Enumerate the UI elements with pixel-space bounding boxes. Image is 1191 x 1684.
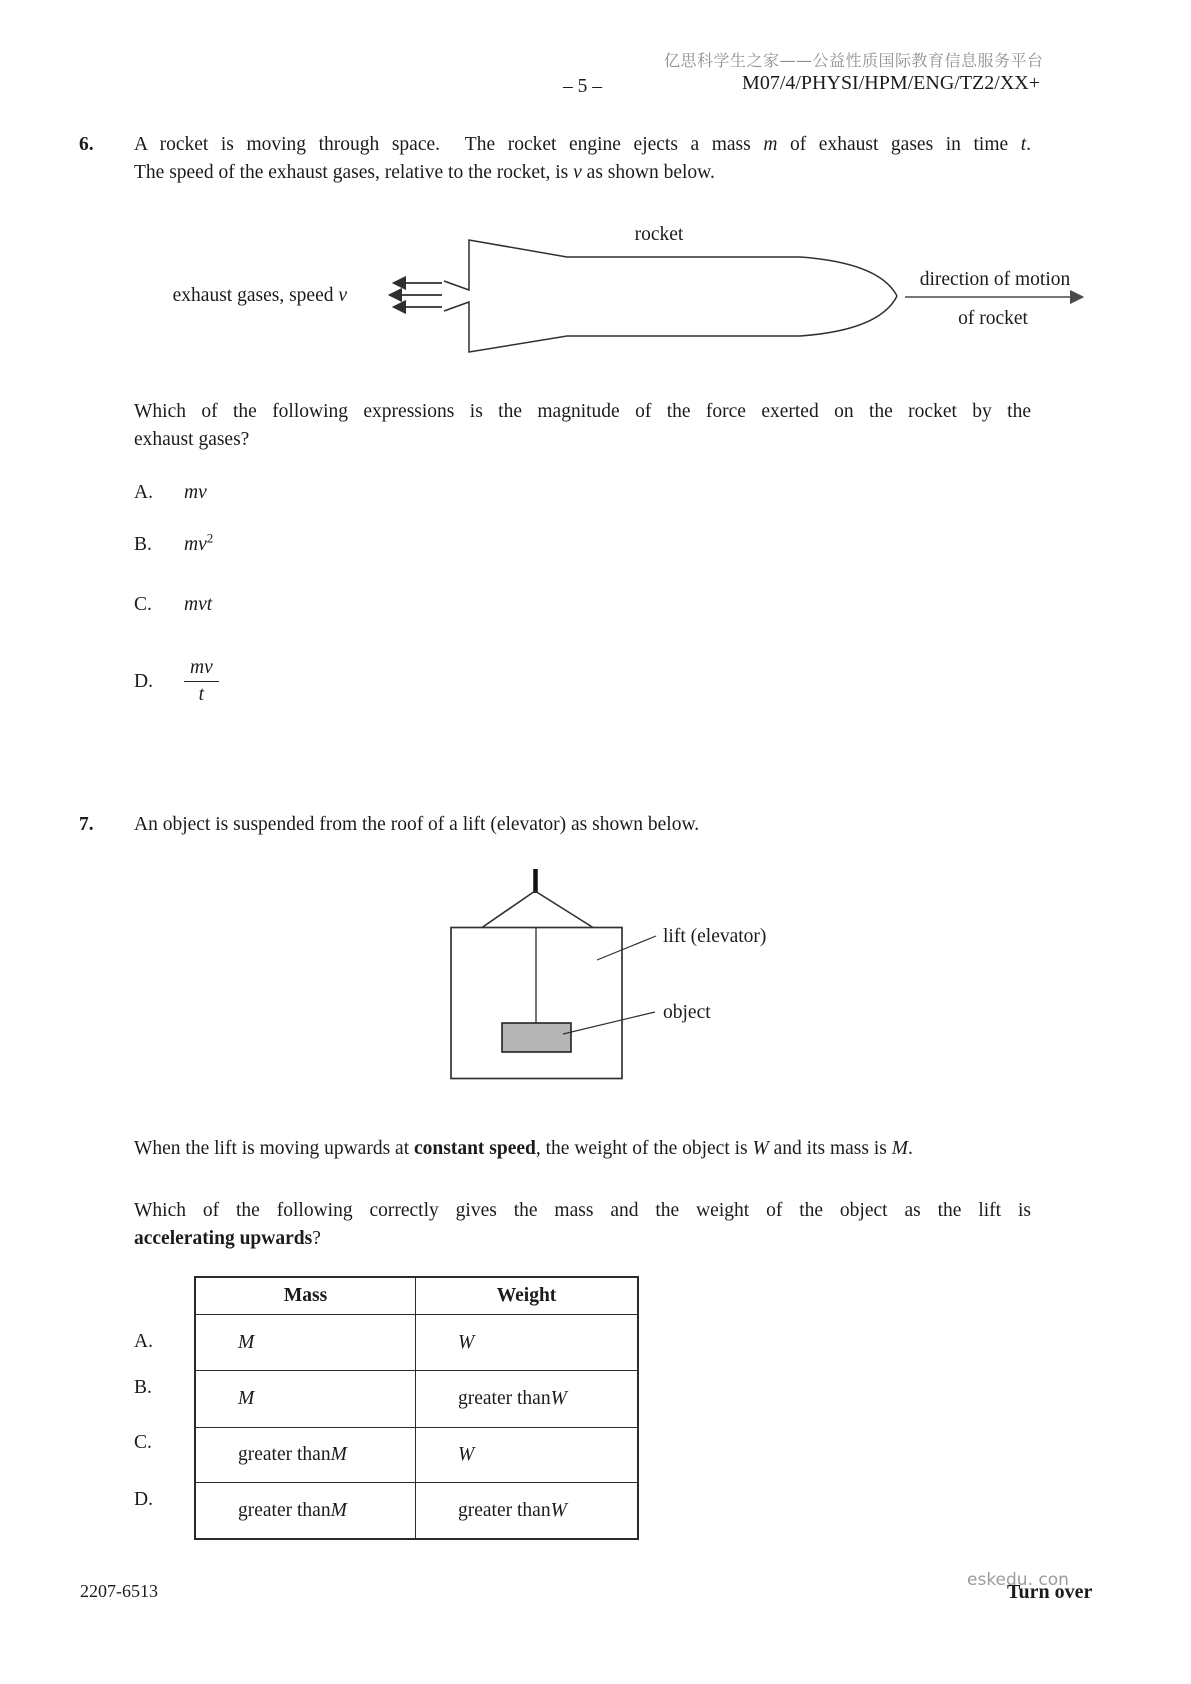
option-a-expression: mv	[184, 482, 207, 503]
question-7-prompt-line1: Which of the following correctly gives the mass and the weight of the object as the lift is	[134, 1200, 1031, 1221]
question-6-number: 6.	[79, 134, 94, 155]
question-7-prompt-line2: accelerating upwards?	[134, 1228, 321, 1249]
footer-paper-code: 2207-6513	[80, 1581, 158, 1601]
header-watermark: 亿思科学生之家——公益性质国际教育信息服务平台	[664, 51, 1044, 70]
option-c-letter: C.	[134, 594, 152, 615]
table-row-letter-d: D.	[134, 1489, 153, 1510]
table-cell-weight-b: greater than W	[415, 1370, 637, 1427]
table-cell-weight-a: W	[415, 1314, 637, 1370]
table-row-letter-a: A.	[134, 1331, 153, 1352]
question-6-stem-line2: The speed of the exhaust gases, relative to the rocket, is v as shown below.	[134, 162, 715, 183]
page-number: – 5 –	[563, 76, 602, 97]
question-7-number: 7.	[79, 814, 94, 835]
question-6-stem-line1: A rocket is moving through space. The rocket engine ejects a mass m of exhaust gases in time t.	[134, 134, 1032, 155]
table-cell-weight-c: W	[415, 1427, 637, 1482]
fraction-numerator: mv	[184, 656, 219, 682]
footer-watermark: eskedu. con	[967, 1570, 1069, 1590]
object-rect	[502, 1023, 571, 1052]
question-7-prompt	[134, 1197, 1031, 1253]
option-c-expression: mvt	[184, 594, 213, 615]
table-cell-mass-d: greater than M	[196, 1482, 415, 1538]
q7-statement	[134, 1135, 1031, 1163]
table-cell-mass-a: M	[196, 1314, 415, 1370]
rocket-outline-icon	[444, 240, 897, 352]
direction-of-motion-label-line2: of rocket	[958, 308, 1028, 329]
rocket-label: rocket	[634, 224, 684, 245]
rocket-diagram	[130, 205, 1100, 370]
lift-diagram	[420, 855, 830, 1090]
suspension-triangle-icon	[482, 891, 593, 928]
option-b-letter: B.	[134, 534, 152, 555]
lift-leader-line	[597, 936, 656, 960]
table-cell-weight-d: greater than W	[415, 1482, 637, 1538]
option-d-letter: D.	[134, 671, 153, 692]
paper-code: M07/4/PHYSI/HPM/ENG/TZ2/XX+	[742, 72, 1040, 94]
table-header-mass: Mass	[283, 1285, 328, 1306]
answer-table	[194, 1276, 639, 1540]
fraction-denominator: t	[198, 684, 205, 705]
table-header-weight: Weight	[415, 1278, 637, 1314]
table-row-letter-c: C.	[134, 1432, 152, 1453]
object-leader-line	[563, 1012, 655, 1034]
option-a-letter: A.	[134, 482, 153, 503]
question-7-stem: An object is suspended from the roof of a lift (elevator) as shown below.	[134, 814, 700, 835]
direction-of-motion-label-line1: direction of motion	[919, 269, 1071, 290]
question-6-prompt	[134, 398, 1031, 454]
option-b-expression: $mv^2$	[184, 530, 214, 555]
q7-statement-line: When the lift is moving upwards at constant speed, the weight of the object is W and its mass is M.	[134, 1138, 913, 1159]
question-6-prompt-line2: exhaust gases?	[134, 429, 250, 450]
option-d-expression	[184, 656, 219, 708]
question-6-prompt-line1: Which of the following expressions is the magnitude of the force exerted on the rocket by the	[134, 401, 1031, 422]
table-row-letter-b: B.	[134, 1377, 152, 1398]
question-6-stem	[134, 131, 1031, 187]
object-label: object	[663, 1002, 711, 1023]
turn-over-label: Turn over	[1007, 1581, 1093, 1603]
table-cell-mass-b: M	[196, 1370, 415, 1427]
lift-label: lift (elevator)	[663, 926, 767, 947]
table-cell-mass-c: greater than M	[196, 1427, 415, 1482]
exhaust-gases-label: exhaust gases, speed v	[172, 285, 347, 306]
exhaust-arrows-icon	[390, 283, 442, 307]
